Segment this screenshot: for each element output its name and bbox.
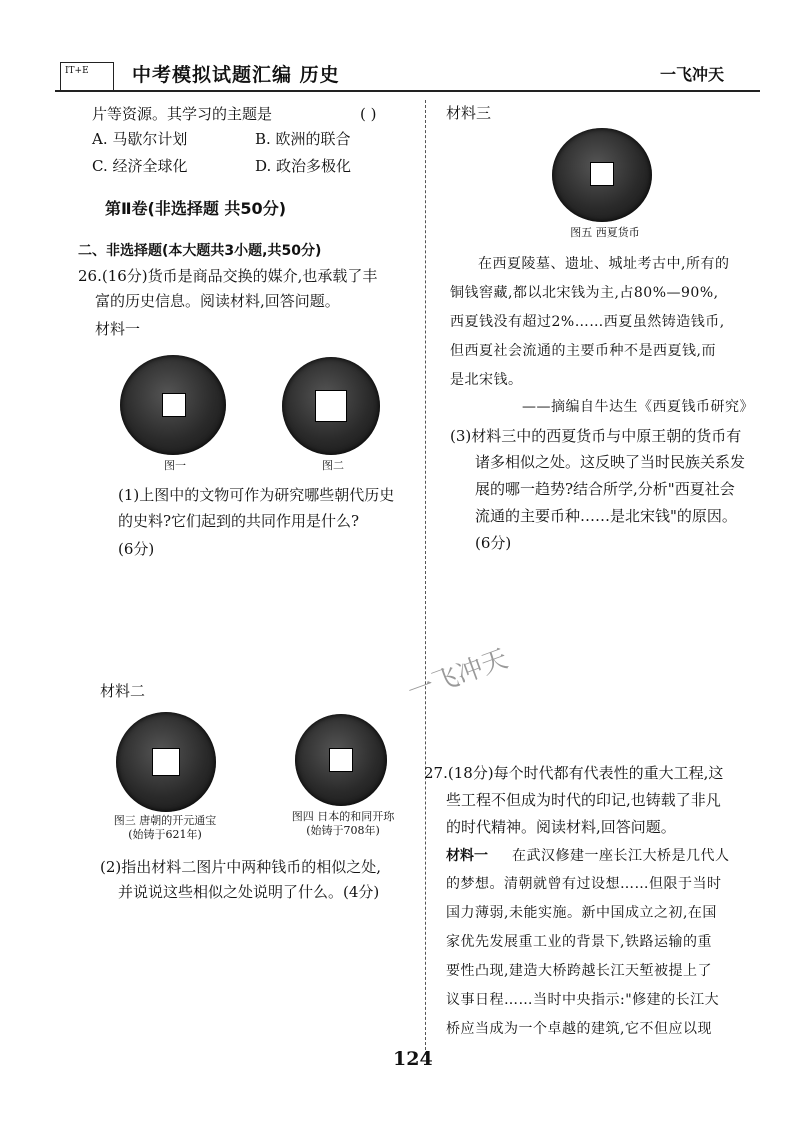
figure-4-caption: 图四 日本的和同开珎	[291, 810, 395, 823]
coin-hole	[162, 393, 186, 417]
section-title: 第Ⅱ卷(非选择题 共50分)	[105, 199, 287, 218]
q27-line-1: 27.(18分)每个时代都有代表性的重大工程,这	[424, 764, 724, 782]
answer-paren: ( )	[360, 105, 377, 123]
material-3-line-4: 但西夏社会流通的主要币种不是西夏钱,而	[450, 343, 716, 359]
material-1-label: 材料一	[95, 320, 141, 338]
coin-figure-3	[116, 712, 216, 812]
material-27-line-7: 桥应当成为一个卓越的建筑,它不但应以现	[446, 1021, 712, 1037]
figure-1-caption: 图一	[164, 459, 186, 472]
material-3-line-1: 在西夏陵墓、遗址、城址考古中,所有的	[478, 256, 730, 272]
material-27-line-6: 议事日程……当时中央指示:"修建的长江大	[446, 992, 720, 1008]
figure-4-date: (始铸于708年)	[306, 824, 380, 837]
q2-line-1: (2)指出材料二图片中两种钱币的相似之处,	[100, 858, 382, 876]
header-logo	[60, 62, 114, 92]
q3-line-2: 诸多相似之处。这反映了当时民族关系发	[475, 453, 746, 471]
material-27-line-5: 要性凸现,建造大桥跨越长江天堑被提上了	[446, 963, 712, 979]
figure-3-caption: 图三 唐朝的开元通宝	[113, 814, 217, 827]
option-a: A. 马歇尔计划	[92, 130, 188, 148]
q1-line-1: (1)上图中的文物可作为研究哪些朝代历史	[118, 486, 395, 504]
header-brand: 一飞冲天	[660, 65, 725, 84]
coin-hole	[152, 748, 180, 776]
column-divider	[425, 100, 426, 1055]
option-b: B. 欧洲的联合	[255, 130, 351, 148]
q3-line-1: (3)材料三中的西夏货币与中原王朝的货币有	[450, 427, 742, 445]
figure-2-caption: 图二	[322, 459, 344, 472]
q3-line-3: 展的哪一趋势?结合所学,分析"西夏社会	[475, 480, 735, 498]
material-27-line-3: 国力薄弱,未能实施。新中国成立之初,在国	[446, 905, 717, 921]
q26-line-2: 富的历史信息。阅读材料,回答问题。	[95, 292, 340, 310]
material-2-label: 材料二	[100, 682, 146, 700]
coin-figure-4	[295, 714, 387, 806]
part-title: 二、非选择题(本大题共3小题,共50分)	[78, 243, 322, 259]
figure-5-caption: 图五 西夏货币	[570, 226, 640, 239]
watermark: 一飞冲天	[403, 643, 512, 708]
material-27-label: 材料一	[446, 848, 488, 864]
coin-figure-1	[120, 355, 226, 455]
material-3-line-2: 铜钱窖藏,都以北宋钱为主,占80%—90%,	[450, 285, 719, 301]
header-rule	[55, 90, 760, 92]
q3-line-5: (6分)	[475, 534, 512, 552]
page-number: 124	[393, 1048, 433, 1070]
material-3-source: ——摘编自牛达生《西夏钱币研究》	[522, 399, 754, 415]
question-tail: 片等资源。其学习的主题是	[92, 105, 273, 123]
q3-line-4: 流通的主要币种……是北宋钱"的原因。	[475, 507, 737, 525]
coin-hole	[315, 390, 347, 422]
figure-3-date: (始铸于621年)	[128, 828, 202, 841]
page-header-title: 中考模拟试题汇编 历史	[132, 64, 340, 86]
q27-line-3: 的时代精神。阅读材料,回答问题。	[446, 818, 676, 836]
coin-figure-5	[552, 128, 652, 222]
coin-figure-2	[282, 357, 380, 455]
q2-line-2: 并说说这些相似之处说明了什么。(4分)	[118, 883, 380, 901]
material-27-line-2: 的梦想。清朝就曾有过设想……但限于当时	[446, 876, 722, 892]
q26-line-1: 26.(16分)货币是商品交换的媒介,也承载了丰	[78, 267, 378, 285]
q27-line-2: 些工程不但成为时代的印记,也铸载了非凡	[446, 791, 721, 809]
coin-hole	[329, 748, 353, 772]
material-3-line-5: 是北宋钱。	[450, 372, 523, 388]
header-logo-text: IT+E	[65, 66, 89, 76]
q1-line-3: (6分)	[118, 540, 155, 558]
coin-hole	[590, 162, 614, 186]
option-d: D. 政治多极化	[255, 157, 352, 175]
q1-line-2: 的史料?它们起到的共同作用是什么?	[118, 512, 360, 530]
material-3-line-3: 西夏钱没有超过2%……西夏虽然铸造钱币,	[450, 314, 725, 330]
material-27-line-4: 家优先发展重工业的背景下,铁路运输的重	[446, 934, 712, 950]
option-c: C. 经济全球化	[92, 157, 188, 175]
material-27-line-1: 在武汉修建一座长江大桥是几代人	[512, 848, 730, 864]
material-3-label: 材料三	[446, 104, 492, 122]
